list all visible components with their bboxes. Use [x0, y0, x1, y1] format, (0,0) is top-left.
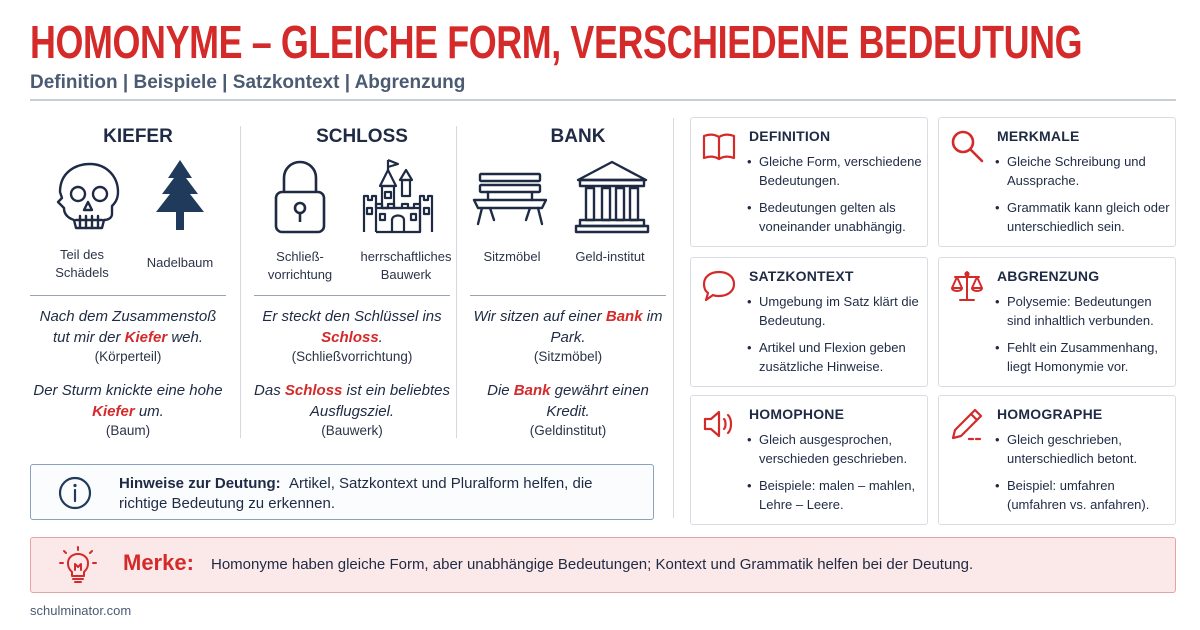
speech-bubble-icon	[701, 268, 737, 304]
example-sentence: Die Bank gewährt einen Kredit.	[487, 382, 649, 420]
list-item: • Artikel und Flexion geben zusätzliche Hinweise.	[747, 338, 923, 376]
example-sentence: Wir sitzen auf einer Bank im Park.	[473, 308, 663, 346]
merke-text: Homonyme haben gleiche Form, aber unabhängige Bedeutungen; Kontext und Grammatik helfen bei der Deutung.	[211, 556, 974, 573]
column-divider	[456, 126, 457, 438]
card-title: HOMOGRAPHE	[997, 406, 1103, 422]
castle-icon	[358, 156, 438, 236]
example-note: (Sitzmöbel)	[533, 349, 603, 364]
icon-caption: Teil des Schädels	[55, 247, 109, 280]
fir-tree-icon	[140, 156, 220, 236]
list-item: • Bedeutungen gelten als voneinander unabhängig.	[747, 198, 923, 236]
list-item: • Beispiele: malen – mahlen, Lehre – Leere.	[747, 476, 923, 514]
padlock-icon	[260, 156, 340, 236]
example-sentence: Das Schloss ist ein beliebtes Ausflugsziel.	[254, 382, 450, 420]
list-item: • Gleiche Form, verschiedene Bedeutungen.	[747, 152, 923, 190]
hint-box	[30, 464, 654, 520]
example-note: (Schließvorrichtung)	[291, 349, 413, 364]
list-item: • Fehlt ein Zusammenhang, liegt Homonymie vor.	[995, 338, 1171, 376]
example-sentence: Er steckt den Schlüssel ins Schloss.	[262, 308, 442, 346]
speaker-icon	[701, 406, 737, 442]
icon-caption: Geld-institut	[575, 249, 645, 264]
icon-caption: herrschaftliches Bauwerk	[360, 249, 452, 282]
example-note: (Baum)	[105, 423, 151, 438]
card-list	[747, 292, 923, 384]
divider	[470, 295, 666, 296]
divider	[30, 295, 226, 296]
pencil-icon	[949, 406, 985, 442]
card-list	[747, 152, 923, 244]
example-note: (Bauwerk)	[321, 423, 383, 438]
word-heading: BANK	[550, 126, 606, 147]
word-heading: KIEFER	[103, 126, 173, 147]
merke-label: Merke:	[123, 550, 194, 575]
hint-body: Artikel, Satzkontext und Pluralform helfen, die richtige Bedeutung zu erkennen.	[119, 475, 593, 512]
card-satzkontext	[690, 257, 928, 387]
bank-building-icon	[572, 156, 652, 236]
magnifier-icon	[949, 128, 985, 164]
word-column-schloss	[254, 118, 470, 442]
hint-text	[119, 474, 639, 514]
page-subtitle: Definition | Beispiele | Satzkontext | Abgrenzung	[30, 72, 466, 93]
card-homophone	[690, 395, 928, 525]
header-divider	[30, 99, 1176, 101]
card-title: MERKMALE	[997, 128, 1080, 144]
card-title: SATZKONTEXT	[749, 268, 854, 284]
example-note: (Geldinstitut)	[529, 423, 607, 438]
footer-source: schulminator.com	[30, 603, 132, 618]
list-item: • Gleiche Schreibung und Aussprache.	[995, 152, 1171, 190]
card-title: ABGRENZUNG	[997, 268, 1100, 284]
list-item: • Umgebung im Satz klärt die Bedeutung.	[747, 292, 923, 330]
bench-icon	[470, 156, 550, 236]
word-column-kiefer	[30, 118, 246, 442]
card-list	[747, 430, 923, 522]
skull-icon	[46, 156, 126, 236]
icon-caption: Schließ-vorrichtung	[267, 249, 333, 282]
example-sentence: Der Sturm knickte eine hohe Kiefer um.	[33, 382, 223, 420]
list-item: • Polysemie: Bedeutungen sind inhaltlich verbunden.	[995, 292, 1171, 330]
card-merkmale	[938, 117, 1176, 247]
divider	[254, 295, 450, 296]
list-item: • Beispiel: umfahren (umfahren vs. anfahren).	[995, 476, 1171, 514]
card-homographe	[938, 395, 1176, 525]
info-icon	[57, 475, 93, 511]
section-divider	[673, 118, 674, 518]
card-definition	[690, 117, 928, 247]
card-title: HOMOPHONE	[749, 406, 845, 422]
word-heading: SCHLOSS	[316, 126, 408, 147]
example-note: (Körperteil)	[94, 349, 162, 364]
hint-label: Hinweise zur Deutung:	[119, 475, 281, 492]
list-item: • Gleich ausgesprochen, verschieden geschrieben.	[747, 430, 923, 468]
icon-caption: Sitzmöbel	[483, 249, 541, 264]
word-column-bank	[470, 118, 686, 442]
scales-icon	[949, 268, 985, 304]
card-list	[995, 152, 1171, 244]
book-icon	[701, 128, 737, 164]
merke-box	[30, 537, 1176, 593]
lightbulb-icon	[59, 546, 97, 586]
page-title: HOMONYME – GLEICHE FORM, VERSCHIEDENE BEDEUTUNG	[30, 16, 1083, 68]
example-sentence: Nach dem Zusammenstoß tut mir der Kiefer weh.	[39, 308, 217, 346]
column-divider	[240, 126, 241, 438]
list-item: • Grammatik kann gleich oder unterschiedlich sein.	[995, 198, 1171, 236]
list-item: • Gleich geschrieben, unterschiedlich betont.	[995, 430, 1171, 468]
icon-caption: Nadelbaum	[146, 255, 214, 270]
card-abgrenzung	[938, 257, 1176, 387]
card-list	[995, 430, 1171, 522]
card-list	[995, 292, 1171, 384]
card-title: DEFINITION	[749, 128, 831, 144]
